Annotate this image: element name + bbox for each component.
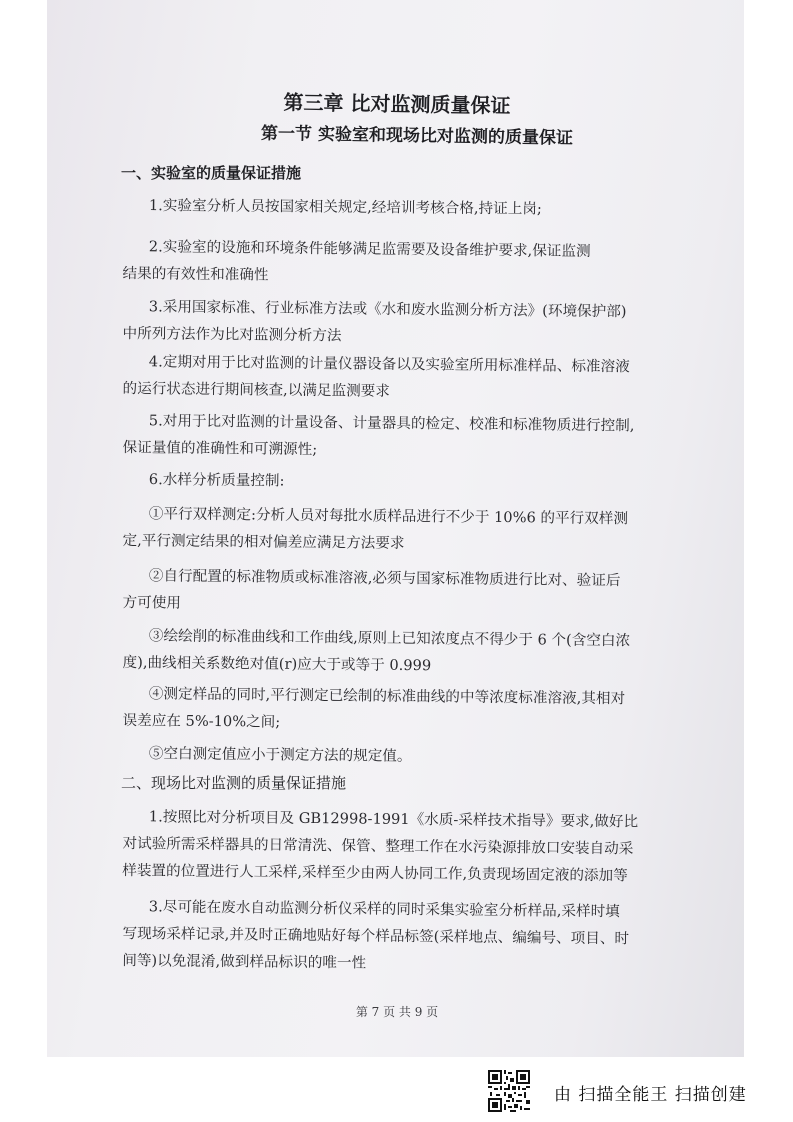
watermark-text: 由 扫描全能王 扫描创建 [554,1085,747,1105]
list-item [122,348,629,407]
scanned-page [47,0,744,1057]
list-item [149,740,412,770]
list-item [122,622,630,681]
part2-heading: 二、现场比对监测的质量保证措施 [121,774,347,792]
text-line: 6.水样分析质量控制: [148,470,285,490]
text-line: ⑤空白测定值应小于测定方法的规定值。 [148,744,412,765]
text-line: 3.采用国家标准、行业标准方法或《水和废水监测分析方法》(环境保护部) [148,298,627,321]
text-line: 中所列方法作为比对监测分析方法 [122,324,342,345]
text-line: 间等)以免混淆,做到样品标识的唯一性 [122,951,367,972]
text-line: 样装置的位置进行人工采样,采样至少由两人协同工作,负责现场固定液的添加等 [122,861,628,885]
text-line: 2.实验室的设施和环境条件能够满足监需要及设备维护要求,保证监测 [148,238,591,260]
text-line: 的运行状态进行期间核查,以满足监测要求 [122,379,390,400]
list-item [122,407,634,466]
list-item [122,233,590,292]
text-line: 5.对用于比对监测的计量设备、计量器具的检定、校准和标准物质进行控制, [148,412,635,435]
text-line: 3.尽可能在废水自动监测分析仪采样的同时采集实验室分析样品,采样时填 [148,898,620,921]
list-item [122,562,620,621]
text-line: 4.定期对用于比对监测的计量仪器设备以及实验室所用标准样品、标准溶液 [148,353,630,376]
text-line: 方可使用 [122,593,182,612]
text-line: 保证量值的准确性和可溯源性; [122,438,318,459]
list-item [122,500,628,559]
text-line: 度),曲线相关系数绝对值(r)应大于或等于 0.999 [122,653,432,675]
document-paper [57,0,737,1057]
text-line: 误差应在 5%-10%之间; [122,711,281,731]
list-item [122,803,638,889]
qr-code-icon [488,1070,530,1112]
list-item [122,293,626,352]
text-line: 写现场采样记录,并及时正确地贴好每个样品标签(采样地点、编编号、项目、时 [122,924,630,948]
text-line: ①平行双样测定:分析人员对每批水质样品进行不少于 10%6 的平行双样测 [148,505,629,528]
text-line: ④测定样品的同时,平行测定已绘制的标准曲线的中等浓度标准溶液,其相对 [148,685,626,708]
text-line: 定,平行测定结果的相对偏差应满足方法要求 [122,531,405,552]
text-line: 1.按照比对分析项目及 GB12998-1991《水质-采样技术指导》要求,做好比 [148,808,639,831]
section-title: 第一节 实验室和现场比对监测的质量保证 [260,123,574,149]
list-item [122,680,625,739]
list-item [122,893,629,979]
part1-heading: 一、实验室的质量保证措施 [121,164,302,182]
text-line: ②自行配置的标准物质或标准溶液,必须与国家标准物质进行比对、验证后 [148,567,621,590]
text-line: 对试验所需采样器具的日常清洗、保管、整理工作在水污染源排放口安装自动采 [122,834,634,858]
scanner-watermark [480,1066,780,1116]
page-number: 第 7 页 共 9 页 [355,1005,439,1019]
list-item [149,466,285,494]
chapter-title: 第三章 比对监测质量保证 [283,90,511,118]
text-line: 结果的有效性和准确性 [122,264,269,284]
text-line: ③绘绘削的标准曲线和工作曲线,原则上已知浓度点不得少于 6 个(含空白浓 [148,627,631,650]
list-item [149,192,542,222]
text-line: 1.实验室分析人员按国家相关规定,经培训考核合格,持证上岗; [148,196,542,218]
